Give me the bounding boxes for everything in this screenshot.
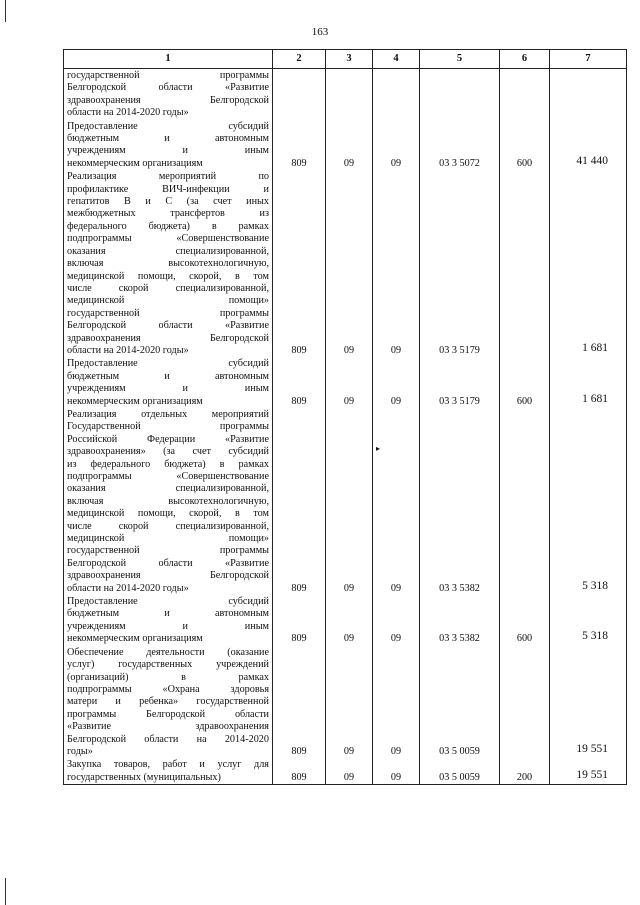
- scan-edge-mark-bottom: [5, 878, 6, 905]
- description-line: услуг) государственных учреждений: [67, 659, 269, 671]
- cell-amount: [550, 69, 627, 120]
- cell-amount: [550, 120, 627, 171]
- description-line: Реализация мероприятий по: [67, 171, 269, 183]
- department-code-value: 809: [291, 582, 307, 594]
- description-line: программы Белгородской области: [67, 708, 269, 720]
- description-line: подпрограммы «Совершенствование: [67, 233, 269, 245]
- column-header-7: 7: [550, 50, 627, 69]
- cell-target-article-code: [420, 170, 500, 357]
- table-row: [64, 69, 627, 120]
- description-line: области на 2014-2020 годы»: [67, 344, 189, 356]
- amount-value: 5 318: [582, 630, 608, 643]
- description-line: государственных (муниципальных): [67, 771, 221, 783]
- description-line: матери и ребенка» государственной: [67, 696, 269, 708]
- cell-expense-type-code: [500, 120, 550, 171]
- description-line: (организаций) в рамках: [67, 671, 269, 683]
- description-line: Белгородской области «Развитие: [67, 320, 269, 332]
- description-line: учреждениям и иным: [67, 383, 269, 395]
- description-line: бюджетным и автономным: [67, 133, 269, 145]
- cell-department-code: [273, 120, 326, 171]
- cell-subsection-code: [373, 69, 420, 120]
- description-line: медицинской помощи»: [67, 295, 269, 307]
- target-article-code-value: 03 3 5179: [439, 395, 480, 407]
- column-header-4: 4: [373, 50, 420, 69]
- cell-department-code: [273, 69, 326, 120]
- description-line: бюджетным и автономным: [67, 608, 269, 620]
- amount-value: 1 681: [582, 392, 608, 405]
- row-description: [64, 120, 273, 171]
- description-line: из федерального бюджета) в рамках: [67, 458, 269, 470]
- cell-amount: [550, 170, 627, 357]
- description-line: медицинской помощи, скорой, в том: [67, 270, 269, 282]
- cell-department-code: [273, 408, 326, 595]
- description-line: Предоставление субсидий: [67, 358, 269, 370]
- description-line: профилактике ВИЧ-инфекции и: [67, 183, 269, 195]
- description-line: подпрограммы «Охрана здоровья: [67, 683, 269, 695]
- description-line: Предоставление субсидий: [67, 596, 269, 608]
- cell-subsection-code: [373, 758, 420, 784]
- column-header-1: 1: [64, 50, 273, 69]
- description-line: бюджетным и автономным: [67, 370, 269, 382]
- description-line: подпрограммы «Совершенствование: [67, 471, 269, 482]
- target-article-code-value: 03 5 0059: [439, 771, 480, 783]
- table-row: [64, 758, 627, 784]
- amount-value: 1 681: [582, 341, 608, 354]
- budget-table: [63, 49, 627, 785]
- section-code-value: 09: [343, 157, 355, 169]
- amount-value: 41 440: [576, 154, 608, 167]
- table-row: [64, 170, 627, 357]
- description-line: Закупка товаров, работ и услуг для: [67, 759, 269, 771]
- expense-type-code-value: 600: [516, 157, 533, 169]
- description-line: Обеспечение деятельности (оказание: [67, 646, 269, 658]
- section-code-value: 09: [343, 771, 355, 783]
- row-description: [64, 170, 273, 357]
- description-line: некоммерческим организациям: [67, 633, 203, 645]
- cell-amount: [550, 408, 627, 595]
- cell-amount: [550, 595, 627, 646]
- description-line: некоммерческим организациям: [67, 395, 203, 407]
- table-row: [64, 408, 627, 595]
- column-header-5: 5: [420, 50, 500, 69]
- description-line: гепатитов В и С (за счет иных: [67, 196, 269, 208]
- description-line: включая высокотехнологичную,: [67, 258, 269, 270]
- cell-expense-type-code: [500, 408, 550, 595]
- row-description: [64, 69, 273, 120]
- subsection-code-value: 09: [390, 771, 402, 783]
- table-row: [64, 595, 627, 646]
- description-line: числе скорой специализированной,: [67, 520, 269, 532]
- description-line: оказания специализированной,: [67, 245, 269, 257]
- description-line: федерального бюджета) в рамках: [67, 220, 269, 232]
- description-line: Белгородской области «Развитие: [67, 82, 269, 94]
- subsection-code-value: 09: [390, 344, 402, 356]
- description-line: числе скорой специализированной,: [67, 282, 269, 294]
- column-header-2: 2: [273, 50, 326, 69]
- cell-amount: [550, 758, 627, 784]
- cell-amount: [550, 646, 627, 759]
- cell-amount: [550, 357, 627, 408]
- cell-subsection-code: [373, 595, 420, 646]
- description-line: области на 2014-2020 годы»: [67, 582, 189, 594]
- cell-target-article-code: [420, 120, 500, 171]
- description-line: Российской Федерации «Развитие: [67, 433, 269, 445]
- description-line: оказания специализированной,: [67, 483, 269, 495]
- cell-target-article-code: [420, 357, 500, 408]
- cell-section-code: [326, 646, 373, 759]
- cell-department-code: [273, 170, 326, 357]
- department-code-value: 809: [291, 633, 307, 645]
- department-code-value: 809: [291, 395, 307, 407]
- description-line: здравоохранения Белгородской: [67, 570, 269, 582]
- department-code-value: 809: [291, 771, 307, 783]
- description-line: Реализация отдельных мероприятий: [67, 408, 269, 420]
- description-line: учреждениям и иным: [67, 145, 269, 157]
- cell-section-code: [326, 357, 373, 408]
- row-description: [64, 595, 273, 646]
- cell-department-code: [273, 758, 326, 784]
- table-header-row: [64, 50, 627, 69]
- description-line: государственной программы: [67, 545, 269, 557]
- target-article-code-value: 03 3 5382: [439, 582, 480, 594]
- cell-subsection-code: [373, 408, 420, 595]
- expense-type-code-value: 600: [516, 633, 533, 645]
- scan-edge-mark-top: [5, 0, 6, 22]
- section-code-value: 09: [343, 344, 355, 356]
- description-line: межбюджетных трансфертов из: [67, 208, 269, 220]
- row-description: [64, 646, 273, 759]
- cell-target-article-code: [420, 758, 500, 784]
- subsection-code-value: 09: [390, 633, 402, 645]
- cell-subsection-code: [373, 646, 420, 759]
- description-line: здравоохранения Белгородской: [67, 332, 269, 344]
- row-description: [64, 357, 273, 408]
- table-row: [64, 646, 627, 759]
- amount-value: 19 551: [576, 742, 608, 755]
- cell-expense-type-code: [500, 69, 550, 120]
- page-number: 163: [311, 26, 329, 38]
- description-line: государственной программы: [67, 70, 269, 81]
- description-line: медицинской помощи, скорой, в том: [67, 508, 269, 520]
- cell-expense-type-code: [500, 357, 550, 408]
- description-line: учреждениям и иным: [67, 620, 269, 632]
- amount-value: 5 318: [582, 579, 608, 592]
- description-line: некоммерческим организациям: [67, 157, 203, 169]
- target-article-code-value: 03 5 0059: [439, 745, 480, 757]
- section-code-value: 09: [343, 582, 355, 594]
- cell-section-code: [326, 408, 373, 595]
- subsection-code-value: 09: [390, 582, 402, 594]
- subsection-code-value: 09: [390, 395, 402, 407]
- section-code-value: 09: [343, 633, 355, 645]
- cell-department-code: [273, 357, 326, 408]
- description-line: Белгородской области на 2014-2020: [67, 733, 269, 745]
- description-line: Государственной программы: [67, 421, 269, 433]
- description-line: государственной программы: [67, 307, 269, 319]
- expense-type-code-value: 600: [516, 395, 533, 407]
- column-header-3: 3: [326, 50, 373, 69]
- cell-section-code: [326, 595, 373, 646]
- description-line: Предоставление субсидий: [67, 120, 269, 132]
- department-code-value: 809: [291, 344, 307, 356]
- description-line: медицинской помощи»: [67, 533, 269, 545]
- row-description: [64, 408, 273, 595]
- scan-speck: ▸: [376, 444, 381, 453]
- subsection-code-value: 09: [390, 157, 402, 169]
- target-article-code-value: 03 3 5179: [439, 344, 480, 356]
- description-line: годы»: [67, 745, 93, 757]
- table-row: [64, 120, 627, 171]
- description-line: здравоохранения» (за счет субсидий: [67, 446, 269, 458]
- cell-expense-type-code: [500, 595, 550, 646]
- target-article-code-value: 03 3 5382: [439, 633, 480, 645]
- cell-department-code: [273, 595, 326, 646]
- description-line: здравоохранения Белгородской: [67, 94, 269, 106]
- cell-target-article-code: [420, 595, 500, 646]
- department-code-value: 809: [291, 157, 307, 169]
- cell-subsection-code: [373, 170, 420, 357]
- column-header-6: 6: [500, 50, 550, 69]
- cell-target-article-code: [420, 408, 500, 595]
- cell-section-code: [326, 120, 373, 171]
- table-row: [64, 357, 627, 408]
- subsection-code-value: 09: [390, 745, 402, 757]
- cell-expense-type-code: [500, 646, 550, 759]
- cell-section-code: [326, 170, 373, 357]
- section-code-value: 09: [343, 395, 355, 407]
- cell-department-code: [273, 646, 326, 759]
- cell-expense-type-code: [500, 170, 550, 357]
- cell-target-article-code: [420, 646, 500, 759]
- target-article-code-value: 03 3 5072: [439, 157, 480, 169]
- cell-target-article-code: [420, 69, 500, 120]
- department-code-value: 809: [291, 745, 307, 757]
- description-line: включая высокотехнологичную,: [67, 495, 269, 507]
- description-line: «Развитие здравоохранения: [67, 721, 269, 733]
- cell-section-code: [326, 758, 373, 784]
- description-line: области на 2014-2020 годы»: [67, 107, 189, 119]
- description-line: Белгородской области «Развитие: [67, 557, 269, 569]
- cell-subsection-code: [373, 357, 420, 408]
- expense-type-code-value: 200: [516, 771, 533, 783]
- row-description: [64, 758, 273, 784]
- section-code-value: 09: [343, 745, 355, 757]
- cell-subsection-code: [373, 120, 420, 171]
- amount-value: 19 551: [576, 768, 608, 781]
- cell-section-code: [326, 69, 373, 120]
- cell-expense-type-code: [500, 758, 550, 784]
